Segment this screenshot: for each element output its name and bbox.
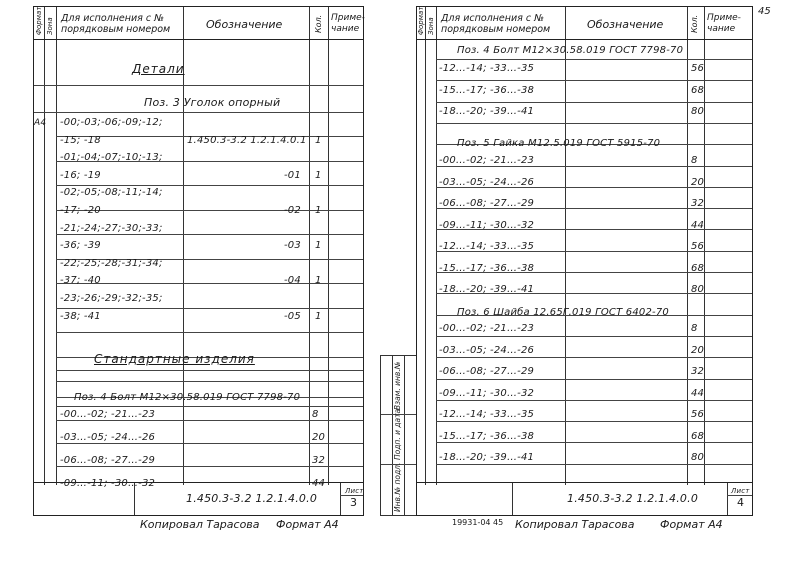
- row-line: [56, 381, 363, 382]
- variant-cell: -23;-26;-29;-32;-35;: [60, 293, 163, 304]
- designation-cell: -05: [284, 310, 301, 322]
- variant-cell: -22;-25;-28;-31;-34;: [60, 257, 163, 269]
- row-line: [34, 112, 363, 113]
- qty-cell: 56: [691, 241, 705, 252]
- row-line: [56, 406, 363, 407]
- qty-cell: 80: [691, 106, 705, 117]
- sheet-number: 4: [737, 496, 745, 509]
- qty-cell: 56: [691, 409, 705, 420]
- variant-cell: -06…-08; -27…-29: [439, 198, 535, 209]
- variant-cell: -03…-05; -24…-26: [439, 344, 535, 356]
- qty-cell: 8: [312, 409, 319, 420]
- header-format: Формат: [35, 6, 43, 35]
- variant-cell: -18…-20; -39…-41: [439, 452, 535, 463]
- header-zone: Зона: [427, 17, 435, 35]
- variant-cell: -38; -41: [60, 310, 101, 322]
- variant-cell: -09…-11; -30…-32: [439, 219, 535, 231]
- designation-cell: -02: [284, 205, 301, 216]
- paper-format: Формат А4: [276, 518, 339, 531]
- variant-cell: -00…-02; -21…-23: [439, 155, 535, 166]
- col-variant-line: [183, 7, 184, 485]
- row-line: [56, 308, 363, 309]
- format-a4: А4: [34, 118, 47, 128]
- variant-cell: -12…-14; -33…-35: [439, 63, 535, 74]
- qty-cell: 44: [691, 387, 705, 399]
- header-zone: Зона: [46, 17, 54, 35]
- pos5-title: Поз. 5 Гайка М12.5.019 ГОСТ 5915-70: [457, 138, 661, 149]
- row-line: [56, 185, 363, 186]
- qty-cell: 1: [315, 275, 322, 287]
- variant-cell: -12…-14; -33…-35: [439, 409, 535, 420]
- sheet-label: Лист: [345, 487, 364, 495]
- qty-cell: 8: [691, 323, 698, 334]
- pos3-title: Поз. 3 Уголок опорный: [144, 96, 281, 109]
- paper-format: Формат А4: [660, 518, 723, 531]
- header-format: Формат: [417, 6, 425, 35]
- header-separator: [34, 39, 363, 40]
- row-line: [436, 400, 752, 401]
- qty-cell: 32: [691, 366, 705, 377]
- qty-cell: 44: [691, 219, 705, 231]
- section-standard-items: Стандартные изделия: [94, 352, 255, 366]
- pos6-title: Поз. 6 Шайба 12.65Г.019 ГОСТ 6402-70: [457, 307, 669, 318]
- variant-cell: -15…-17; -36…-38: [439, 430, 535, 442]
- row-line: [436, 123, 752, 124]
- stamp-code: 1.450.3-3.2 1.2.1.4.0.0: [567, 492, 699, 505]
- side-label-sign: Подп. и дата: [393, 408, 402, 460]
- col-designation-line: [309, 7, 310, 485]
- row-line: [436, 59, 752, 60]
- col-zone-line: [56, 7, 57, 485]
- row-line: [436, 357, 752, 358]
- qty-cell: 1: [315, 169, 322, 181]
- row-line: [436, 336, 752, 337]
- variant-cell: -17; -20: [60, 205, 101, 216]
- section-details: Детали: [132, 62, 185, 76]
- title-block: [417, 482, 752, 515]
- qty-cell: 20: [691, 344, 705, 356]
- qty-cell: 68: [691, 430, 705, 442]
- qty-cell: 44: [312, 478, 326, 489]
- row-line: [34, 85, 363, 86]
- variant-cell: -12…-14; -33…-35: [439, 241, 535, 252]
- variant-cell: -18…-20; -39…-41: [439, 284, 535, 295]
- header-separator: [417, 39, 752, 40]
- variant-cell: -09…-11; -30…-32: [60, 478, 156, 489]
- pos4-title: Поз. 4 Болт М12×30.58.019 ГОСТ 7798-70: [74, 392, 301, 403]
- stamp-code: 1.450.3-3.2 1.2.1.4.0.0: [186, 492, 318, 505]
- variant-cell: -09…-11; -30…-32: [439, 387, 535, 399]
- left-sheet: [33, 6, 364, 516]
- right-sheet: [416, 6, 753, 516]
- header-qty: Кол.: [314, 14, 323, 33]
- header-variant: Для исполнения с № порядковым номером: [61, 13, 171, 35]
- side-label-replace: Взам. инв.№: [393, 361, 402, 410]
- sheet-number: 3: [350, 496, 358, 509]
- header-designation: Обозначение: [206, 18, 283, 31]
- variant-cell: -15; -18: [60, 134, 101, 146]
- variant-cell: -37; -40: [60, 275, 101, 287]
- order-number: 19931-04 45: [452, 518, 504, 527]
- designation-cell: -04: [284, 275, 301, 287]
- variant-cell: -03…-05; -24…-26: [439, 176, 535, 188]
- approval-strip: [380, 355, 416, 516]
- pos4-title-cont: Поз. 4 Болт М12×30.58.019 ГОСТ 7798-70: [457, 45, 684, 56]
- qty-cell: 8: [691, 155, 698, 166]
- header-designation: Обозначение: [587, 18, 664, 31]
- row-line: [436, 442, 752, 443]
- qty-cell: 80: [691, 284, 705, 295]
- row-line: [56, 332, 363, 333]
- header-variant: Для исполнения с № порядковым номером: [441, 13, 551, 35]
- col-qty-line: [328, 7, 329, 485]
- qty-cell: 32: [312, 455, 326, 466]
- title-block: [34, 482, 363, 515]
- side-label-inv: Инв.№ подл.: [393, 462, 402, 512]
- designation-cell: -01: [284, 169, 301, 181]
- qty-cell: 20: [312, 432, 326, 443]
- qty-cell: 1: [315, 310, 322, 322]
- variant-cell: -06…-08; -27…-29: [60, 455, 156, 466]
- variant-cell: -15…-17; -36…-38: [439, 262, 535, 274]
- row-line: [436, 80, 752, 81]
- qty-cell: 80: [691, 452, 705, 463]
- qty-cell: 20: [691, 176, 705, 188]
- variant-cell: -00…-02; -21…-23: [439, 323, 535, 334]
- variant-cell: -02;-05;-08;-11;-14;: [60, 187, 163, 199]
- copied-by: Копировал Тарасова: [140, 518, 260, 531]
- header-note: Приме- чание: [707, 13, 741, 34]
- variant-cell: -00;-03;-06;-09;-12;: [60, 117, 163, 128]
- variant-cell: -16; -19: [60, 169, 101, 181]
- designation-cell: 1.450.3-3.2 1.2.1.4.0.1: [187, 134, 307, 146]
- qty-cell: 1: [315, 134, 322, 146]
- variant-cell: -03…-05; -24…-26: [60, 432, 156, 443]
- variant-cell: -06…-08; -27…-29: [439, 366, 535, 377]
- qty-cell: 68: [691, 262, 705, 274]
- variant-cell: -36; -39: [60, 240, 101, 252]
- sheet-label: Лист: [731, 487, 750, 495]
- qty-cell: 32: [691, 198, 705, 209]
- header-qty: Кол.: [690, 14, 699, 33]
- variant-cell: -00…-02; -21…-23: [60, 409, 156, 420]
- designation-cell: -03: [284, 240, 301, 252]
- row-line: [436, 102, 752, 103]
- variant-cell: -15…-17; -36…-38: [439, 84, 535, 96]
- variant-cell: -18…-20; -39…-41: [439, 106, 535, 117]
- row-line: [436, 421, 752, 422]
- copied-by: Копировал Тарасова: [515, 518, 635, 531]
- col-format-line: [44, 7, 45, 485]
- variant-cell: -21;-24;-27;-30;-33;: [60, 222, 163, 234]
- variant-cell: -01;-04;-07;-10;-13;: [60, 152, 163, 164]
- qty-cell: 1: [315, 240, 322, 252]
- row-line: [436, 379, 752, 380]
- page-number: 45: [758, 6, 771, 17]
- qty-cell: 56: [691, 63, 705, 74]
- row-line: [56, 370, 363, 371]
- qty-cell: 68: [691, 84, 705, 96]
- qty-cell: 1: [315, 205, 322, 216]
- header-note: Приме- чание: [331, 13, 365, 34]
